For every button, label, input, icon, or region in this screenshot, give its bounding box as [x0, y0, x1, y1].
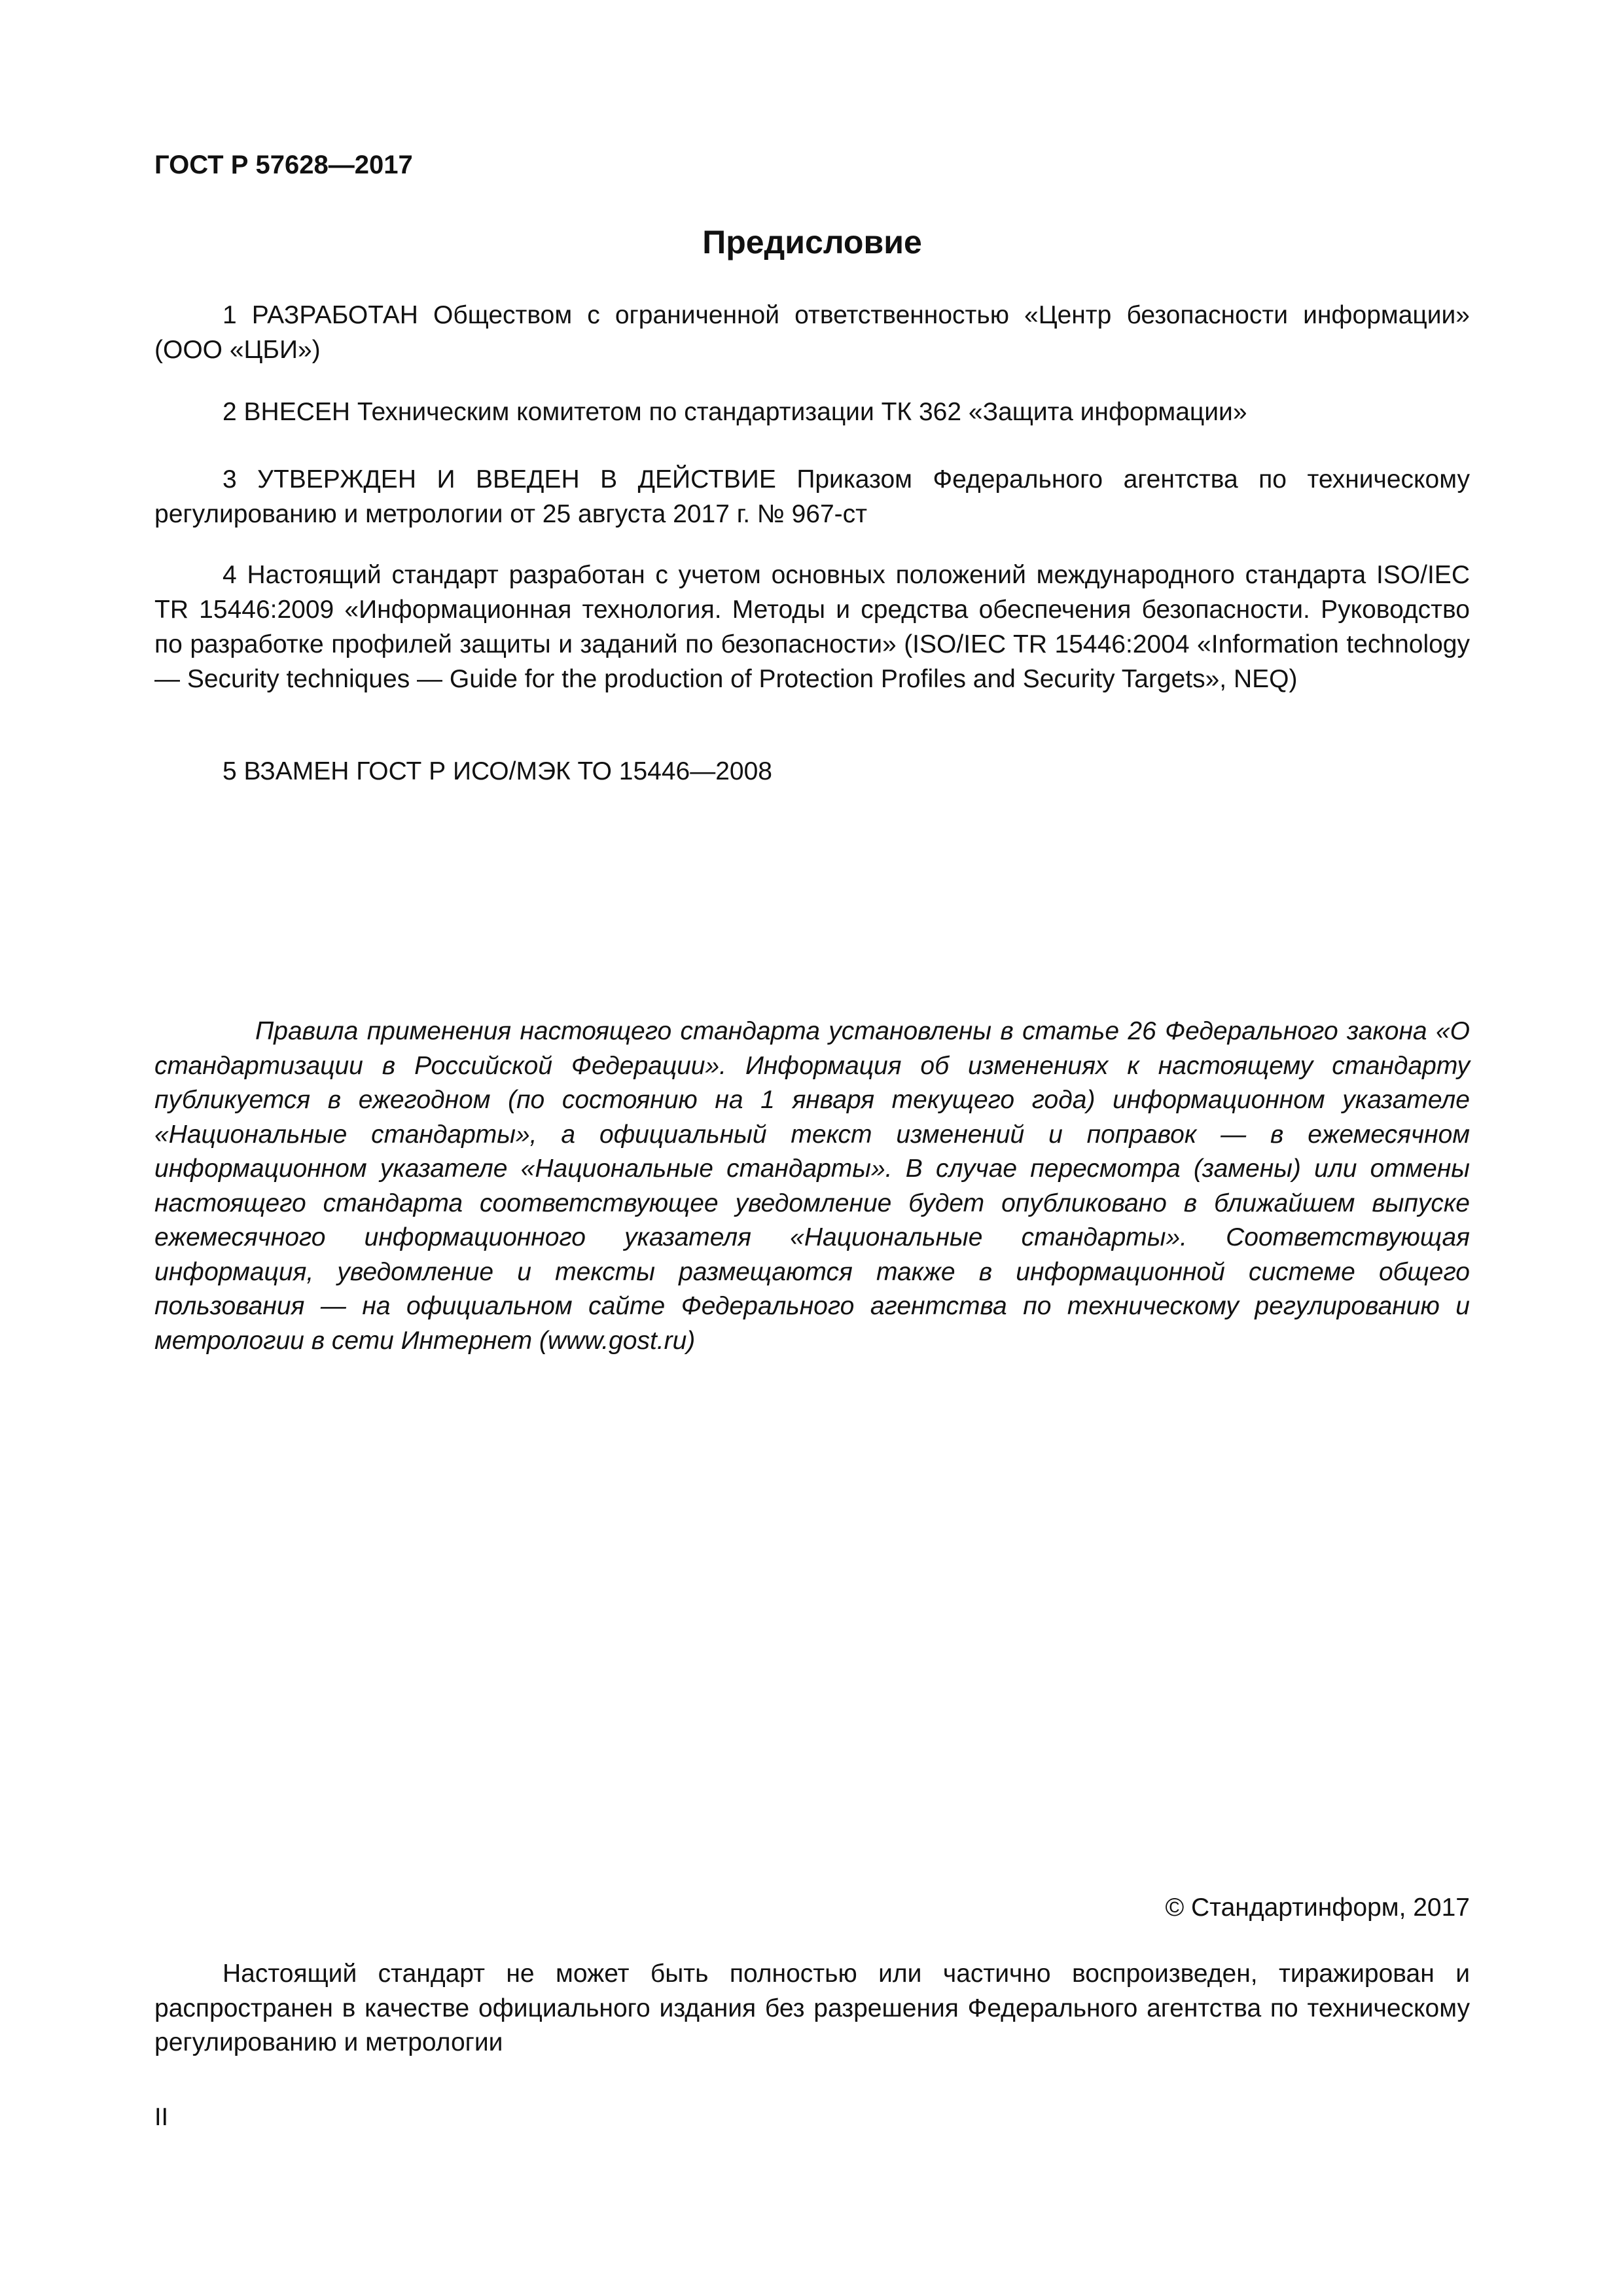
application-rules-notice: Правила применения настоящего стандарта установлены в статье 26 Федерального закона «О стандартизации в Российской Федерации». Информация об изменениях к настоящему стандарту публикуется в ежегодном (по состоянию на 1 января текущего года) информационном указателе «Национальные стандарты», а официальный текст изменений и поправок — в ежемесячном информационном указателе «Национальные стандарты». В случае пересмотра (замены) или отмены настоящего стандарта соответствующее уведомление будет опубликовано в ближайшем выпуске ежемесячного информационного указателя «Национальные стандарты». Соответствующая информация, уведомление и тексты размещаются также в информационной системе общего пользования — на официальном сайте Федерального агентства по техническому регулированию и метрологии в сети Интернет (www.gost.ru)	[154, 1017, 1470, 1355]
foreword-item-4: 4 Настоящий стандарт разработан с учетом основных положений международного стандарта ISO/IEC TR 15446:2009 «Информационная технология. Методы и средства обеспечения безопасности. Руководство по разработке профилей защиты и заданий по безопасности» (ISO/IEC TR 15446:2004 «Information technology — Security techniques — Guide for the production of Protection Profiles and Security Targets», NEQ)	[154, 561, 1470, 693]
document-id: ГОСТ Р 57628—2017	[154, 151, 413, 179]
reproduction-notice: Настоящий стандарт не может быть полностью или частично воспроизведен, тиражирован и распространен в качестве официального издания без разрешения Федерального агентства по техническому регулированию и метрологии	[154, 1960, 1470, 2056]
foreword-item-2: 2 ВНЕСЕН Техническим комитетом по стандартизации ТК 362 «Защита информации»	[223, 398, 1247, 426]
foreword-item-5: 5 ВЗАМЕН ГОСТ Р ИСО/МЭК ТО 15446—2008	[223, 757, 772, 785]
foreword-title: Предисловие	[702, 224, 922, 260]
copyright-line: © Стандартинформ, 2017	[1165, 1893, 1470, 1922]
page-number: II	[154, 2104, 169, 2131]
foreword-item-3: 3 УТВЕРЖДЕН И ВВЕДЕН В ДЕЙСТВИЕ Приказом Федерального агентства по техническому регулированию и метрологии от 25 августа 2017 г. № 967-ст	[154, 465, 1470, 528]
foreword-item-1: 1 РАЗРАБОТАН Обществом с ограниченной ответственностью «Центр безопасности информации» (ООО «ЦБИ»)	[154, 301, 1470, 364]
